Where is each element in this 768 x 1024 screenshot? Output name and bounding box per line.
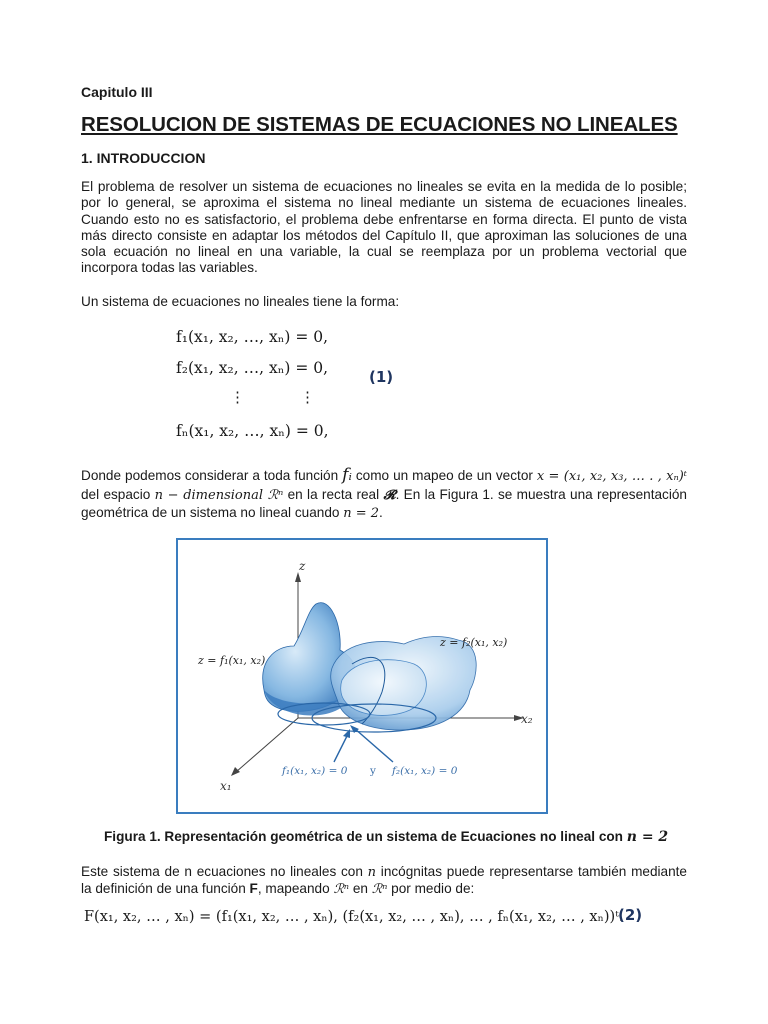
math-Rn-domain: ℛⁿ [333, 882, 350, 898]
text-segment: , mapeando [257, 881, 334, 897]
paragraph-function-F [81, 864, 687, 899]
math-F: F [249, 881, 258, 897]
math-n: n [367, 865, 377, 880]
paragraph-form: Un sistema de ecuaciones no lineales tiene la forma: [81, 294, 400, 309]
x2-axis-label: x₂ [521, 712, 533, 726]
math-fi: fᵢ [342, 465, 352, 485]
vertical-dots-right: ⋮ [300, 388, 315, 406]
math-Rn-codomain: ℛⁿ [371, 882, 388, 898]
text-segment: en la recta real [283, 486, 384, 502]
surface-diagram [178, 540, 546, 812]
figure-1 [176, 538, 548, 814]
z-axis-label: z [299, 559, 306, 573]
equation-number-1: (1) [369, 368, 394, 386]
level-curve-f1-label: f₁(x₁, x₂) = 0 [282, 765, 348, 777]
equation-f2: f₂(x₁, x₂, …, xₙ) = 0, [176, 359, 329, 377]
x1-axis-line [236, 718, 298, 772]
figure-caption [104, 829, 668, 845]
text-segment: como un mapeo de un vector [351, 468, 537, 483]
text-segment: . En la Figura 1. se muestra una representación geométrica de un sistema no lineal cuando [81, 486, 687, 520]
caption-text: Figura 1. Representación geométrica de un sistema de Ecuaciones no lineal con [104, 829, 627, 844]
math-n-dimensional: n − dimensional ℛⁿ [154, 487, 284, 503]
section-heading: 1. INTRODUCCION [81, 150, 206, 166]
paragraph-mapping [81, 467, 687, 523]
equation-fn: fₙ(x₁, x₂, …, xₙ) = 0, [176, 422, 329, 440]
math-real-line: 𝓡 [383, 487, 396, 503]
vertical-dots-left: ⋮ [230, 388, 245, 406]
text-segment: Este sistema de n ecuaciones no lineales con [81, 864, 368, 879]
caption-math: n = 2 [626, 829, 669, 845]
text-segment: . [379, 505, 383, 520]
pointer-arrow-1 [334, 734, 348, 762]
pointer-arrow-2 [354, 728, 393, 762]
label-conjunction: y [370, 765, 376, 777]
chapter-label: Capitulo III [81, 84, 153, 100]
text-segment: Donde podemos considerar a toda función [81, 468, 343, 483]
math-vector-x: x = (x₁, x₂, x₃, … . , xₙ)ᵗ [536, 469, 687, 484]
text-segment: incógnitas puede representarse también mediante la definición de una función [81, 864, 687, 897]
text-segment: por medio de: [387, 881, 475, 897]
x1-axis-arrow [231, 767, 240, 776]
equation-number-2: (2) [618, 906, 643, 924]
surface-f1-label: z = f₁(x₁, x₂) [198, 654, 266, 667]
math-n-equals-2: n = 2 [343, 506, 380, 521]
surface-f2-label: z = f₂(x₁, x₂) [440, 636, 508, 649]
equation-f1: f₁(x₁, x₂, …, xₙ) = 0, [176, 328, 329, 346]
text-segment: en [349, 881, 372, 897]
equation-F: F(x₁, x₂, … , xₙ) = (f₁(x₁, x₂, … , xₙ), (f₂(x₁, x₂, … , xₙ), … , fₙ(x₁, x₂, … , xₙ))ᵗ. [84, 909, 624, 925]
page-title: RESOLUCION DE SISTEMAS DE ECUACIONES NO LINEALES [81, 113, 678, 136]
text-segment: del espacio [81, 486, 155, 502]
paragraph-intro: El problema de resolver un sistema de ecuaciones no lineales se evita en la medida de lo posible; por lo general, se aproxima el sistema no lineal mediante un sistema de ecuaciones lineales. Cuando esto no es satisfactorio, el problema debe enfrentarse en forma directa. El punto de vista más directo consiste en adaptar los métodos del Capítulo II, que aproximan las soluciones de una sola ecuación no lineal en una variable, la cual se reemplaza por un problema vectorial que incorpora todas las variables. [81, 179, 687, 276]
z-axis-arrow [295, 572, 301, 582]
x1-axis-label: x₁ [220, 779, 232, 793]
level-curve-f2-label: f₂(x₁, x₂) = 0 [392, 765, 458, 777]
